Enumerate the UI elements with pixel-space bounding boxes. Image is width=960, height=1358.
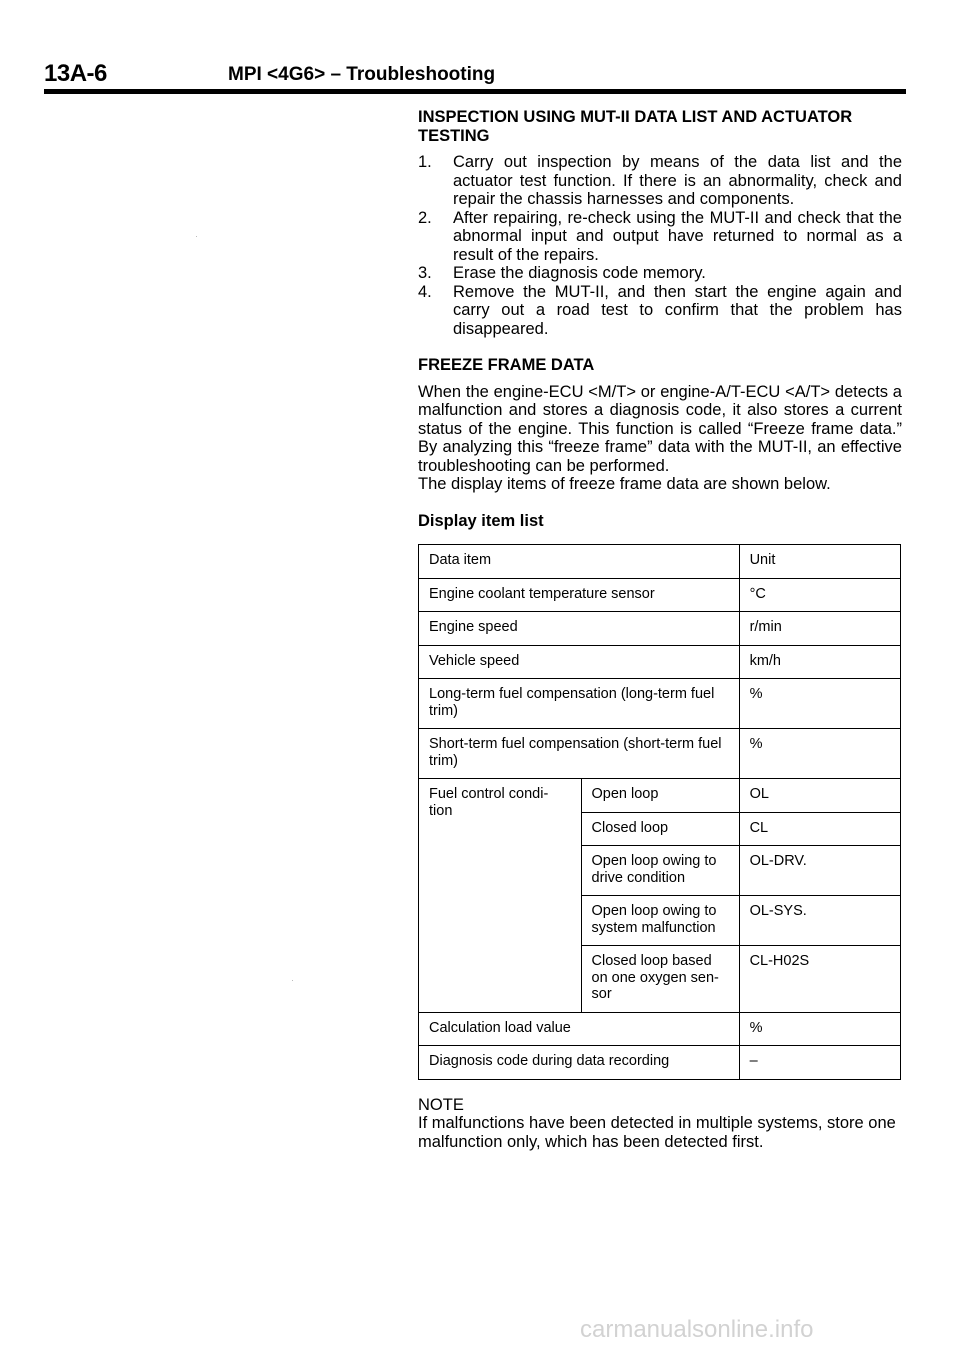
table-cell-item: Engine speed	[419, 612, 740, 646]
step-text: After repairing, re-check using the MUT-II and check that the abnormal input and output have returned to normal as a result of the repairs.	[453, 208, 902, 264]
table-cell-unit: CL	[739, 812, 900, 846]
table-cell-unit: OL-DRV.	[739, 846, 900, 896]
step-number: 4.	[418, 282, 432, 301]
table-row	[419, 779, 901, 813]
note-label: NOTE	[418, 1095, 464, 1114]
table-row	[419, 679, 901, 729]
table-row	[419, 1012, 901, 1046]
table-cell-item: Calculation load value	[419, 1012, 740, 1046]
step-item	[418, 264, 902, 283]
table-cell-item: Short-term fuel compensation (short-term fuel trim)	[419, 729, 740, 779]
table-cell-condition: Open loop	[581, 779, 739, 813]
scan-speck	[196, 236, 197, 237]
watermark: carmanualsonline.info	[580, 1316, 814, 1343]
table-row	[419, 645, 901, 679]
table-cell-condition: Open loop owing to system malfunction	[581, 896, 739, 946]
table-cell-item: Long-term fuel compensation (long-term fuel trim)	[419, 679, 740, 729]
table-header-unit: Unit	[739, 545, 900, 579]
table-header-row	[419, 545, 901, 579]
scan-speck	[292, 980, 293, 981]
display-item-list-heading: Display item list	[418, 511, 544, 530]
table-cell-unit: CL-H02S	[739, 946, 900, 1013]
table-cell-unit: km/h	[739, 645, 900, 679]
step-text: Erase the diagnosis code memory.	[453, 264, 706, 282]
step-item	[418, 153, 902, 209]
table-header-item: Data item	[419, 545, 740, 579]
table-cell-unit: OL	[739, 779, 900, 813]
page-number: 13A-6	[44, 60, 107, 87]
step-number: 3.	[418, 264, 432, 282]
table-row	[419, 578, 901, 612]
table-cell-unit: OL-SYS.	[739, 896, 900, 946]
table-cell-unit: –	[739, 1046, 900, 1080]
table-cell-unit: %	[739, 679, 900, 729]
section-heading-inspection: INSPECTION USING MUT-II DATA LIST AND ACTUATOR TESTING	[418, 108, 853, 145]
step-number: 1.	[418, 153, 432, 171]
table-cell-unit: r/min	[739, 612, 900, 646]
table-cell-item: Diagnosis code during data recording	[419, 1046, 740, 1080]
section-heading-freeze-frame: FREEZE FRAME DATA	[418, 356, 595, 374]
header-divider	[44, 89, 906, 94]
freeze-frame-intro: The display items of freeze frame data are shown below.	[418, 475, 831, 493]
table-cell-unit: %	[739, 729, 900, 779]
table-row	[419, 1046, 901, 1080]
table-cell-unit: °C	[739, 578, 900, 612]
step-text: Remove the MUT-II, and then start the engine again and carry out a road test to confirm that the problem has disappeared.	[453, 282, 902, 338]
step-item	[418, 283, 902, 339]
table-row	[419, 612, 901, 646]
table-cell-condition: Closed loop	[581, 812, 739, 846]
step-text: Carry out inspection by means of the data list and the actuator test function. If there is an abnormality, check and repair the chassis harnesses and components.	[453, 153, 902, 208]
freeze-frame-paragraph: When the engine-ECU <M/T> or engine-A/T-ECU <A/T> detects a malfunction and stores a diagnosis code, it also stores a current status of the engine. This function is called “Freeze frame data.” By analyzing this “freeze frame” data with the MUT-II, an effective troubleshooting can be performed.	[418, 382, 902, 475]
display-item-table	[418, 544, 901, 1080]
inspection-steps	[418, 153, 902, 338]
note-text: If malfunctions have been detected in multiple systems, store one malfunction only, which has been detected first.	[418, 1114, 896, 1151]
table-row	[419, 729, 901, 779]
table-cell-unit: %	[739, 1012, 900, 1046]
step-number: 2.	[418, 208, 432, 227]
table-cell-condition: Closed loop based on one oxygen sen-sor	[581, 946, 739, 1013]
page-header	[0, 0, 960, 100]
table-cell-item: Vehicle speed	[419, 645, 740, 679]
table-cell-item: Engine coolant temperature sensor	[419, 578, 740, 612]
step-item	[418, 209, 902, 265]
fuel-control-label: Fuel control condi-tion	[419, 779, 582, 1013]
page-title: MPI <4G6> – Troubleshooting	[228, 64, 496, 85]
main-column	[418, 108, 902, 1151]
table-cell-condition: Open loop owing to drive condition	[581, 846, 739, 896]
